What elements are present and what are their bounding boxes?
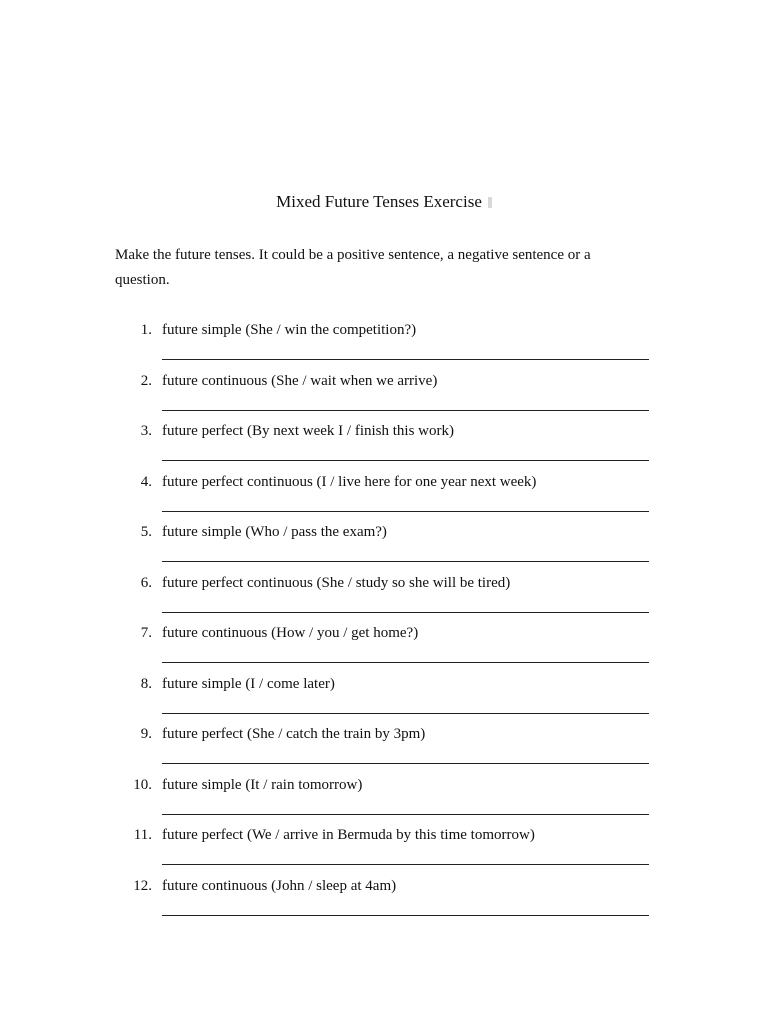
exercise-prompt: future continuous (John / sleep at 4am): [162, 877, 397, 894]
exercise-prompt: future perfect continuous (I / live here for one year next week): [162, 473, 537, 490]
answer-line[interactable]: [162, 763, 649, 764]
exercise-prompt: future simple (I / come later): [162, 675, 335, 692]
exercise-item: [0, 672, 768, 723]
exercise-number: 12.: [133, 877, 152, 894]
exercise-prompt: future simple (It / rain tomorrow): [162, 776, 363, 793]
answer-line[interactable]: [162, 561, 649, 562]
exercise-number: 11.: [133, 827, 152, 843]
exercise-prompt: future perfect continuous (She / study so she will be tired): [162, 574, 511, 591]
instructions: Make the future tenses. It could be a positive sentence, a negative sentence or a question.: [115, 247, 591, 288]
exercise-prompt: future perfect (By next week I / finish this work): [162, 423, 454, 439]
answer-line[interactable]: [162, 915, 649, 916]
exercise-item: [0, 722, 768, 773]
answer-line[interactable]: [162, 460, 649, 461]
exercise-prompt: future simple (Who / pass the exam?): [162, 524, 387, 540]
answer-line[interactable]: [162, 662, 649, 663]
exercise-item: [0, 773, 768, 824]
exercise-item: [0, 419, 768, 470]
answer-line[interactable]: [162, 511, 649, 512]
exercise-prompt: future continuous (She / wait when we arrive): [162, 372, 438, 389]
exercise-prompt: future perfect (We / arrive in Bermuda by this time tomorrow): [162, 827, 535, 843]
exercise-item: [0, 823, 768, 874]
exercise-item: [0, 318, 768, 369]
page-title: Mixed Future Tenses Exercise: [276, 192, 482, 211]
exercise-item: [0, 470, 768, 521]
exercise-prompt: future simple (She / win the competition?): [162, 322, 417, 338]
title-marker: [488, 197, 492, 208]
exercise-prompt: future continuous (How / you / get home?): [162, 625, 419, 641]
exercise-number: 5.: [140, 524, 152, 540]
exercise-item: [0, 874, 768, 925]
exercise-item: [0, 369, 768, 420]
exercise-number: 9.: [140, 726, 152, 742]
exercise-number: 3.: [140, 423, 152, 439]
exercise-number: 10.: [133, 776, 152, 793]
answer-line[interactable]: [162, 359, 649, 360]
answer-line[interactable]: [162, 864, 649, 865]
answer-line[interactable]: [162, 713, 649, 714]
exercise-item: [0, 621, 768, 672]
exercise-number: 4.: [140, 473, 152, 490]
exercise-number: 7.: [140, 625, 152, 641]
page-title-container: [0, 190, 768, 214]
answer-line[interactable]: [162, 814, 649, 815]
exercise-number: 1.: [140, 322, 152, 338]
answer-line[interactable]: [162, 410, 649, 411]
answer-line[interactable]: [162, 612, 649, 613]
exercise-list: [0, 318, 768, 924]
exercise-prompt: future perfect (She / catch the train by 3pm): [162, 726, 426, 742]
exercise-number: 2.: [140, 372, 152, 389]
exercise-number: 8.: [140, 675, 152, 692]
exercise-item: [0, 520, 768, 571]
exercise-item: [0, 571, 768, 622]
exercise-number: 6.: [140, 574, 152, 591]
